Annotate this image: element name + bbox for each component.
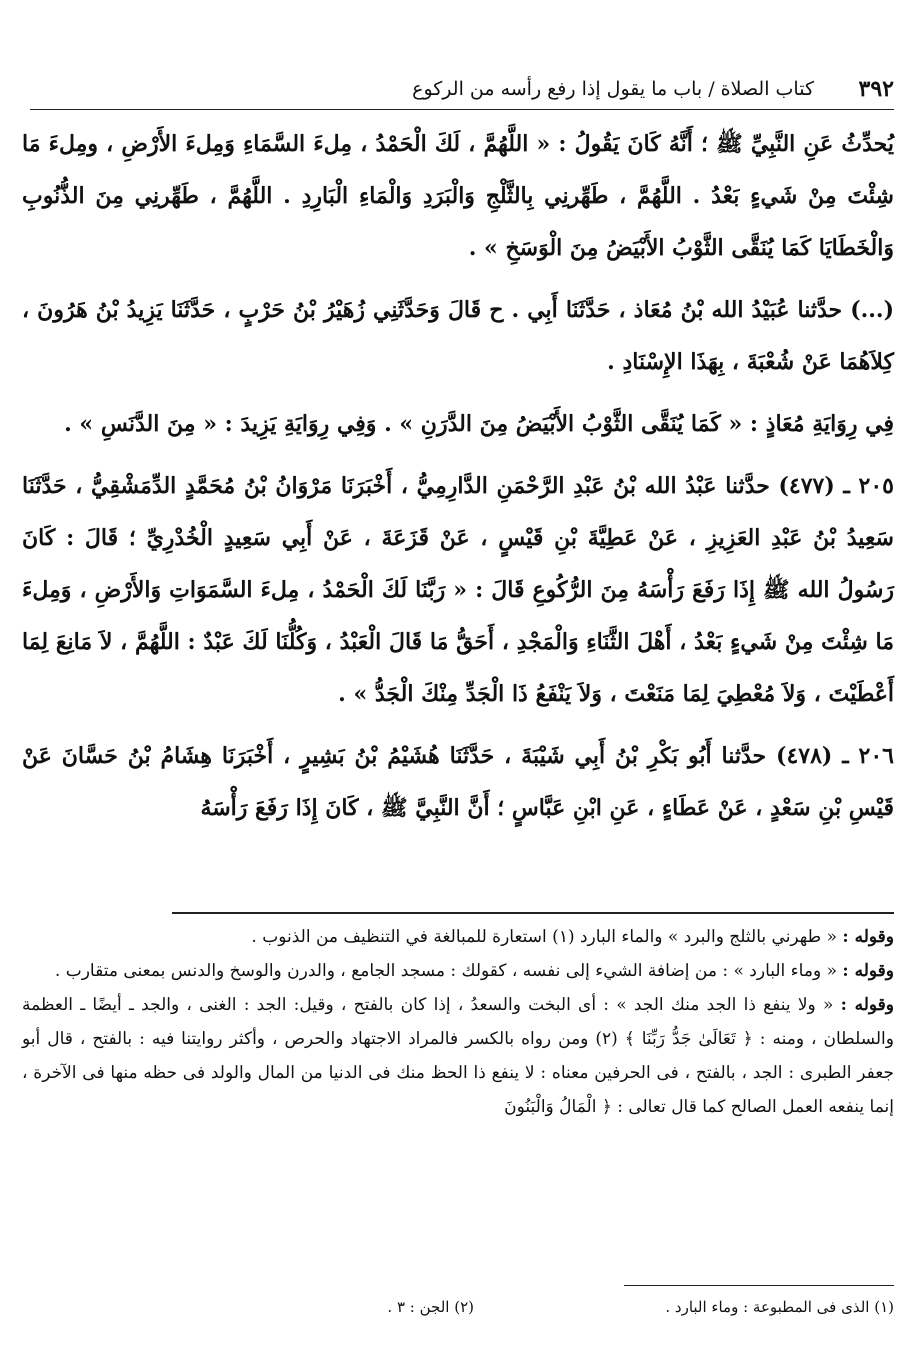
commentary-lead: وقوله : [842, 961, 894, 981]
paragraph-isnad: (...) حدَّثنا عُبَيْدُ الله بْنُ مُعَاذ ، حَدَّثَنَا أَبِي . ح قَالَ وَحَدَّثَنِي زُهَيْرُ بْنُ حَرْبٍ ، حَدَّثَنَا يَزِيدُ بْنُ هَرُونَ ، كِلاَهُمَا عَنْ شُعْبَةَ ، بِهَذَا الإِسْنَادِ . [22, 297, 894, 375]
paragraph-variant: فِي رِوَايَةِ مُعَاذٍ : « كَمَا يُنَقَّى الثَّوْبُ الأَبْيَضُ مِنَ الدَّرَنِ » . وَفِي رِوَايَةِ يَزِيدَ : « مِنَ الدَّنَسِ » . [64, 411, 894, 437]
paragraph-continuation: يُحدِّثُ عَنِ النَّبِيِّ ﷺ ؛ أَنَّهُ كَانَ يَقُولُ : « اللَّهُمَّ ، لَكَ الْحَمْدُ ، مِلءَ السَّمَاءِ وَمِلءَ الأَرْضِ ، ومِلءَ مَا شِئْتَ مِنْ شَيءٍ بَعْدُ . اللَّهُمَّ ، طَهِّرنِي بِالثَّلْجِ وَالْبَرَدِ وَالْمَاءِ الْبَارِدِ . اللَّهُمَّ ، طَهِّرنِي مِنَ الذُّنُوبِ وَالْخَطَايَا كَمَا يُنَقَّى الثَّوْبُ الأَبْيَضُ مِنَ الْوَسَخِ » . [22, 131, 894, 261]
commentary-divider [172, 912, 894, 914]
hadith-text [22, 118, 894, 844]
commentary-lead: وقوله : [842, 927, 894, 947]
commentary-body: « وماء البارد » : من إضافة الشيء إلى نفسه ، كقولك : مسجد الجامع ، والدرن والوسخ والدنس بمعنى متقارب . [54, 961, 837, 981]
running-title: كتاب الصلاة / باب ما يقول إذا رفع رأسه من الركوع [412, 78, 814, 100]
footnote-1: (١) الذى فى المطبوعة : وماء البارد . [665, 1298, 894, 1316]
page-header [30, 74, 894, 110]
commentary-item [22, 954, 894, 988]
commentary-section [22, 920, 894, 1124]
header-rule [30, 109, 894, 110]
footnote-2: (٢) الجن : ٣ . [387, 1298, 474, 1316]
commentary-body: « طهرني بالثلج والبرد » والماء البارد (١) استعارة للمبالغة في التنظيف من الذنوب . [251, 927, 837, 947]
footnote-rule [624, 1285, 894, 1286]
commentary-lead: وقوله : [840, 995, 894, 1015]
paragraph-hadith-206: ٢٠٦ ـ (٤٧٨) حدَّثنا أَبُو بَكْرِ بْنُ أَبِي شَيْبَةَ ، حَدَّثَنَا هُشَيْمُ بْنُ بَشِيرٍ ، أَخْبَرَنَا هِشَامُ بْنُ حَسَّانَ عَنْ قَيْسِ بْنِ سَعْدٍ ، عَنْ عَطَاءٍ ، عَنِ ابْنِ عَبَّاسٍ ؛ أَنَّ النَّبِيَّ ﷺ ، كَانَ إِذَا رَفَعَ رَأْسَهُ [22, 743, 894, 821]
paragraph-hadith-205: ٢٠٥ ـ (٤٧٧) حدَّثنا عَبْدُ الله بْنُ عَبْدِ الرَّحْمَنِ الدَّارِمِيُّ ، أَخْبَرَنَا مَرْوَانُ بْنُ مُحَمَّدٍ الدِّمَشْقِيُّ ، حَدَّثَنَا سَعِيدُ بْنُ عَبْدِ العَزِيزِ ، عَنْ عَطِيَّةَ بْنِ قَيْسٍ ، عَنْ قَزَعَةَ ، عَنْ أَبِي سَعِيدٍ الْخُدْرِيِّ ؛ قَالَ : كَانَ رَسُولُ الله ﷺ إِذَا رَفَعَ رَأْسَهُ مِنَ الرُّكُوعِ قَالَ : « رَبَّنَا لَكَ الْحَمْدُ ، مِلءَ السَّمَوَاتِ وَالأَرْضِ ، وَمِلءَ مَا شِئْتَ مِنْ شَيءٍ بَعْدُ ، أَهْلَ الثَّنَاءِ وَالْمَجْدِ ، أَحَقُّ مَا قَالَ الْعَبْدُ ، وَكُلُّنَا لَكَ عَبْدٌ : اللَّهُمَّ ، لاَ مَانِعَ لِمَا أَعْطَيْتَ ، وَلاَ مُعْطِيَ لِمَا مَنَعْتَ ، وَلاَ يَنْفَعُ ذَا الْجَدِّ مِنْكَ الْجَدُّ » . [22, 473, 894, 707]
commentary-item [22, 920, 894, 954]
commentary-body: « ولا ينفع ذا الجد منك الجد » : أى البخت والسعدُ ، إذا كان بالفتح ، وقيل: الجد : الغنى ، والجد ـ أيضًا ـ العظمة والسلطان ، ومنه : ﴿ تَعَالَىٰ جَدُّ رَبِّنَا ﴾ (٢) ومن رواه بالكسر فالمراد الاجتهاد والحرص ، وأكثر روايتنا فيه : بالفتح ، قال أبو جعفر الطبرى : الجد ، بالفتح ، فى الحرفين معناه : لا ينفع ذا الحظ منك فى الدنيا من المال والولد فى حظه منها فى الآخرة ، إنما ينفعه العمل الصالح كما قال تعالى : ﴿ الْمَالُ وَالْبَنُونَ [22, 995, 894, 1117]
footnotes [150, 1292, 894, 1324]
page-number: ٣٩٢ [858, 76, 894, 102]
commentary-item [22, 988, 894, 1124]
